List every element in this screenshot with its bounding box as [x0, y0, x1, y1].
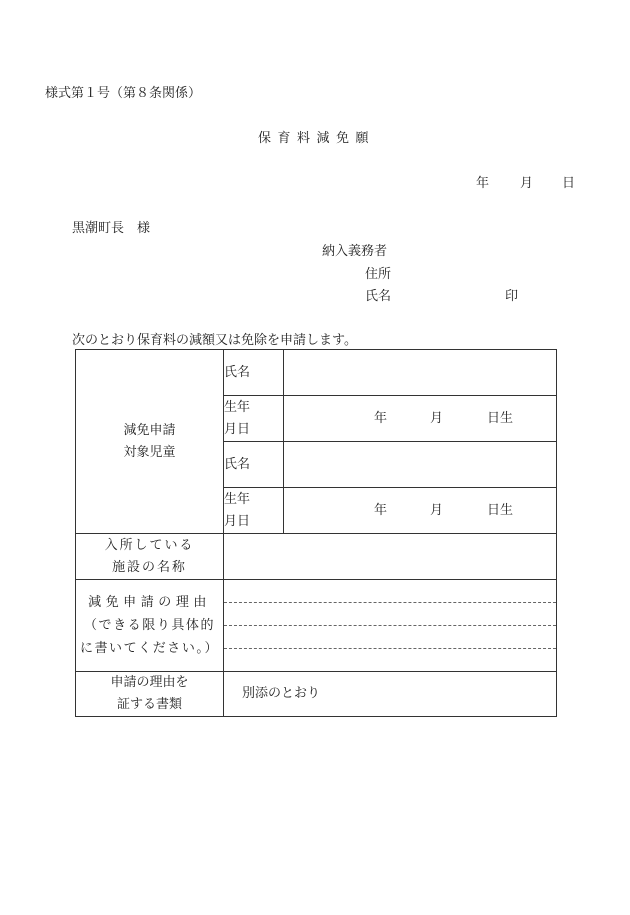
documents-field[interactable]: 別添のとおり — [224, 672, 557, 717]
child2-dob-field[interactable]: 年 月 日生 — [284, 488, 557, 534]
seal-mark: 印 — [505, 289, 519, 304]
document-title: 保育料減免願 — [258, 131, 376, 146]
form-number: 様式第１号（第８条関係） — [45, 86, 202, 101]
intro-text: 次のとおり保育料の減額又は免除を申請します。 — [72, 333, 357, 348]
child2-name-label: 氏名 — [224, 442, 284, 488]
date-year-label: 年 — [476, 176, 490, 191]
reason-dotted-line — [224, 602, 556, 603]
child1-name-field[interactable] — [284, 350, 557, 396]
address-label: 住所 — [365, 267, 392, 282]
date-month-label: 月 — [520, 176, 534, 191]
addressee: 黒潮町長 様 — [72, 221, 151, 236]
reason-dotted-line — [224, 648, 556, 649]
reason-dotted-line — [224, 625, 556, 626]
child1-dob-label: 生年 月日 — [224, 396, 284, 442]
child1-name-label: 氏名 — [224, 350, 284, 396]
applicant-name-label: 氏名 — [365, 289, 392, 304]
applicant-heading: 納入義務者 — [322, 244, 388, 259]
facility-field[interactable] — [224, 534, 557, 580]
reason-label: 減免申請の理由 （できる限り具体的 に書いてください。） — [76, 580, 224, 672]
facility-label: 入所している 施設の名称 — [76, 534, 224, 580]
documents-label: 申請の理由を 証する書類 — [76, 672, 224, 717]
child1-dob-field[interactable]: 年 月 日生 — [284, 396, 557, 442]
child2-dob-label: 生年 月日 — [224, 488, 284, 534]
date-day-label: 日 — [562, 176, 576, 191]
application-table — [75, 349, 557, 717]
reason-field[interactable] — [224, 580, 557, 672]
child2-name-field[interactable] — [284, 442, 557, 488]
child-section-label: 減免申請 対象児童 — [76, 350, 224, 534]
